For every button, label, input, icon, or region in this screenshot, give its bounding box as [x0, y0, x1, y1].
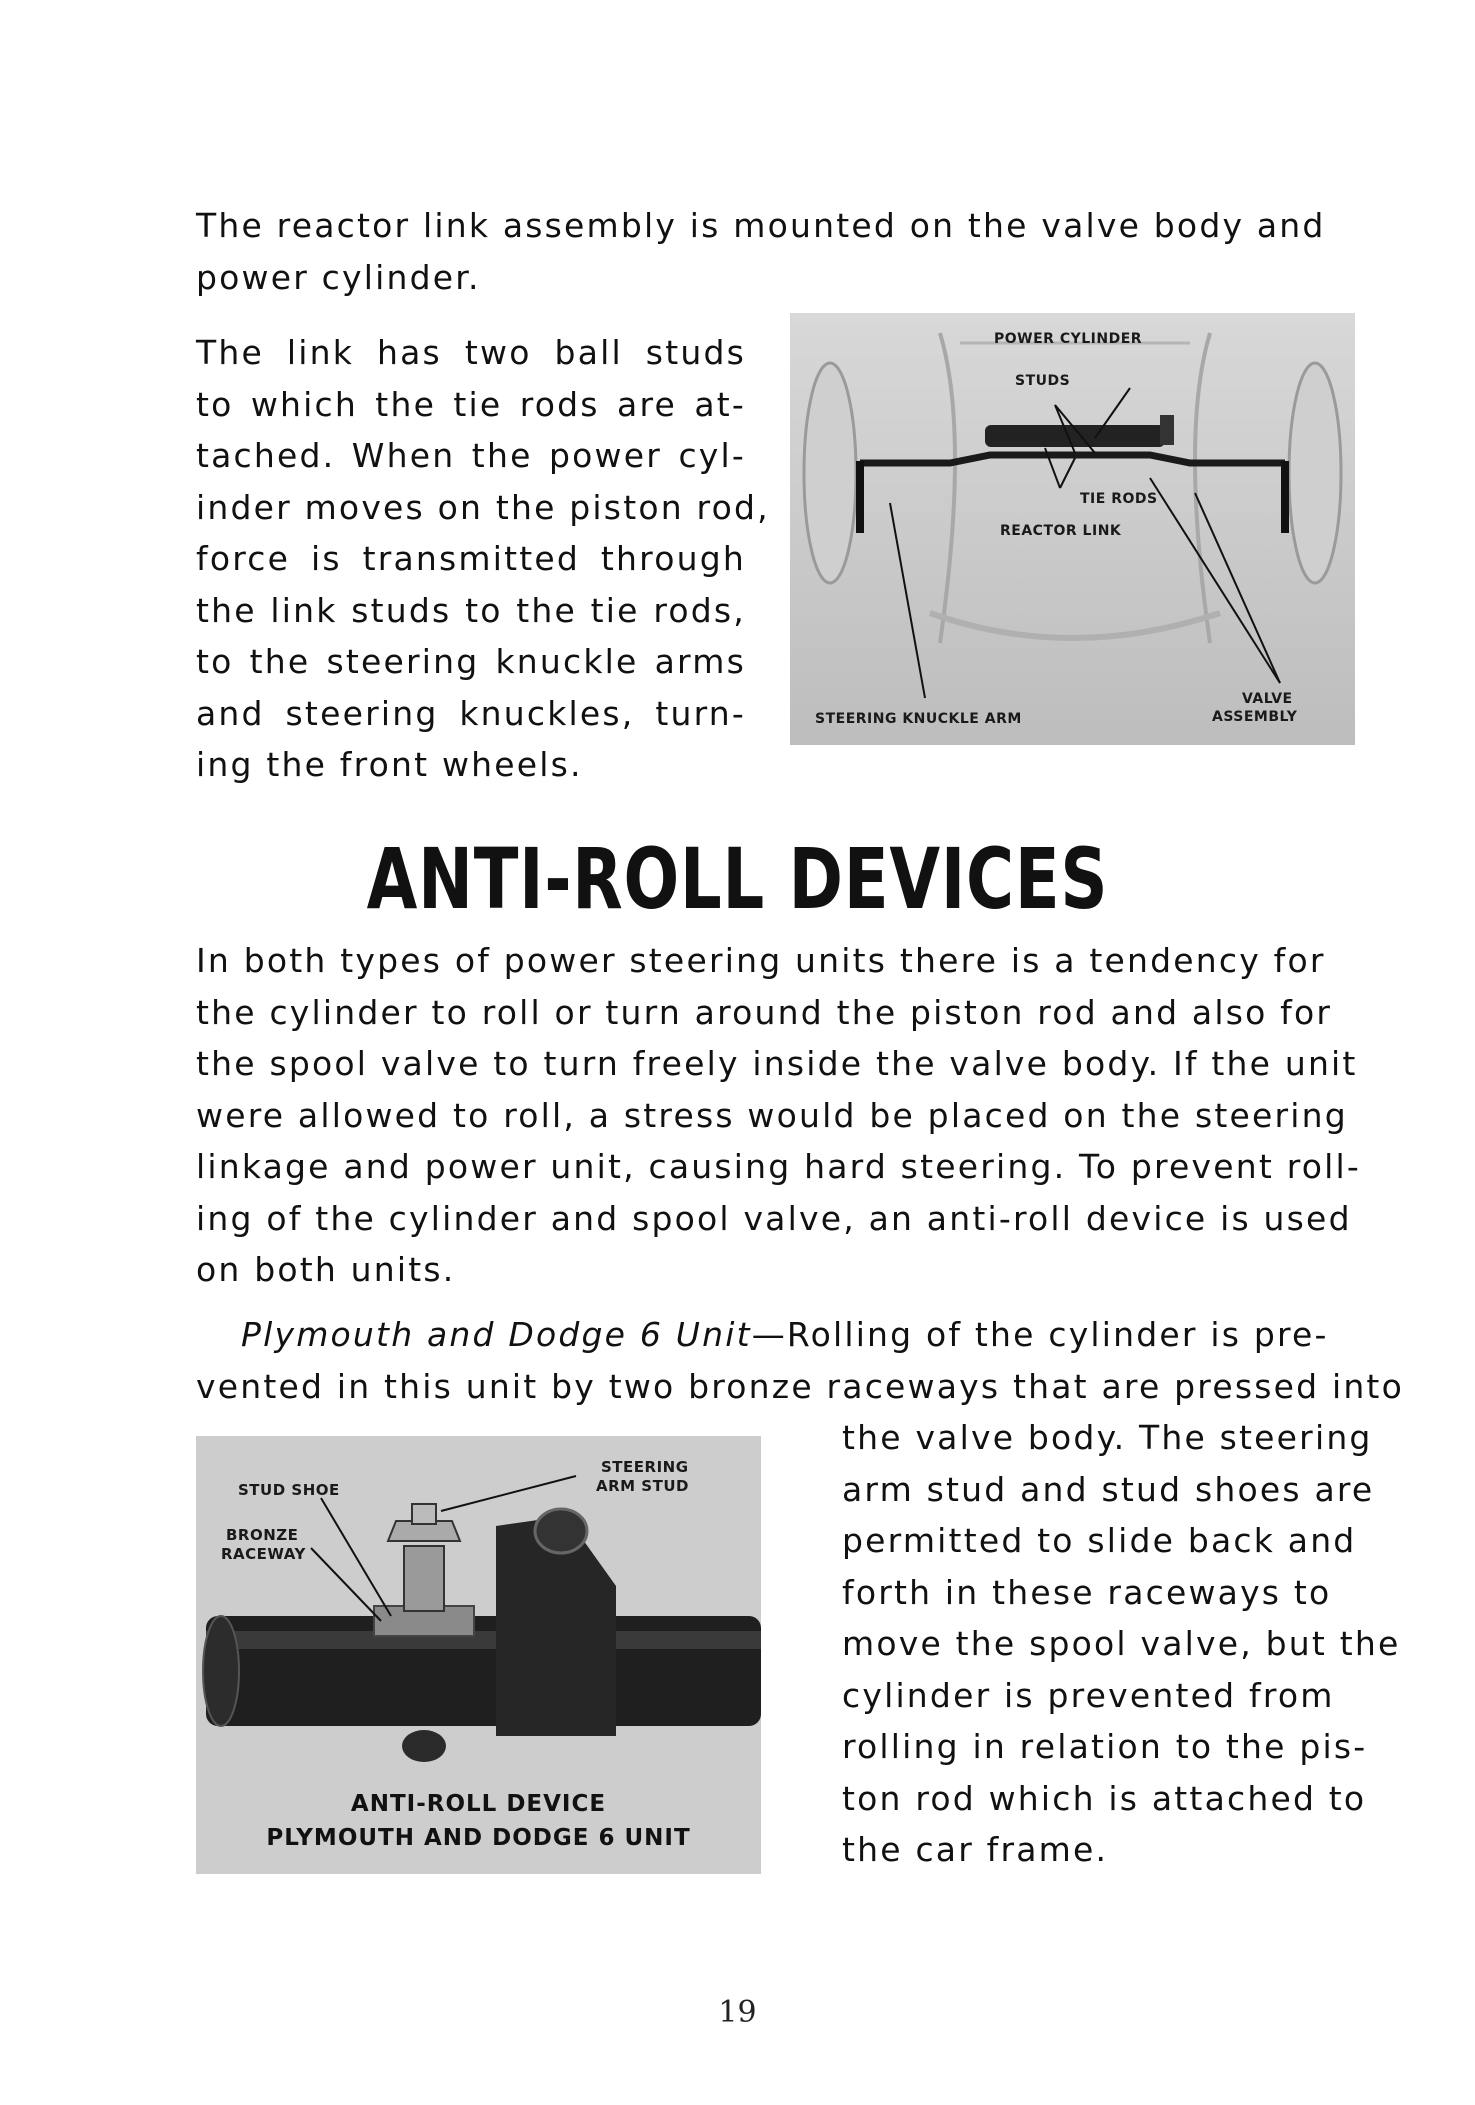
text-line: arm stud and stud shoes are	[842, 1469, 1375, 1509]
text-line: inder moves on the piston rod,	[196, 487, 770, 527]
label-raceway: RACEWAY	[221, 1545, 306, 1563]
text-line: were allowed to roll, a stress would be placed on the steering	[196, 1095, 1348, 1135]
text-line: tached. When the power cyl-	[196, 436, 746, 475]
lead-continuation: —Rolling of the cylinder is pre-	[751, 1315, 1329, 1354]
text-line: vented in this unit by two bronze raceways that are pressed into	[196, 1366, 1404, 1406]
text-line: on both units.	[196, 1250, 456, 1289]
section-heading: ANTI-ROLL DEVICES	[366, 830, 1109, 928]
text-line: rolling in relation to the pis-	[842, 1727, 1368, 1766]
label-steering: STEERING	[601, 1458, 689, 1476]
text-line: ton rod which is attached to	[842, 1778, 1367, 1818]
label-power-cylinder: POWER CYLINDER	[994, 331, 1143, 347]
plymouth-paragraph	[196, 1309, 1404, 1412]
label-arm-stud: ARM STUD	[596, 1477, 689, 1495]
label-stud-shoe: STUD SHOE	[238, 1481, 340, 1499]
text-line: forth in these raceways to	[842, 1572, 1332, 1612]
text-line: and steering knuckles, turn-	[196, 693, 746, 733]
label-studs: STUDS	[1015, 373, 1071, 389]
text-line: to the steering knuckle arms	[196, 642, 746, 681]
label-steering-knuckle-arm: STEERING KNUCKLE ARM	[815, 711, 1022, 727]
text-line: force is transmitted through	[196, 539, 746, 578]
text-line: The reactor link assembly is mounted on the valve body and	[196, 206, 1326, 245]
intro-paragraph	[196, 200, 1396, 303]
label-tie-rods: TIE RODS	[1080, 491, 1158, 507]
text-line: ing the front wheels.	[196, 745, 583, 784]
text-line: the car frame.	[842, 1830, 1109, 1869]
text-line: the link studs to the tie rods,	[196, 590, 746, 630]
link-paragraph	[196, 327, 770, 791]
text-line	[196, 1309, 1396, 1361]
text-line: to which the tie rods are at-	[196, 384, 746, 424]
anti-roll-paragraph	[196, 935, 1396, 1296]
text-line: move the spool valve, but the	[842, 1624, 1401, 1663]
plymouth-side-column	[842, 1412, 1401, 1876]
label-valve: VALVE	[1242, 691, 1293, 707]
text-line: power cylinder.	[196, 257, 481, 297]
text-line: In both types of power steering units there is a tendency for	[196, 941, 1326, 980]
text-line: permitted to slide back and	[842, 1521, 1357, 1560]
text-line: cylinder is prevented from	[842, 1675, 1335, 1715]
figure-caption-line: PLYMOUTH AND DODGE 6 UNIT	[266, 1825, 691, 1851]
label-reactor-link: REACTOR LINK	[1000, 523, 1122, 539]
text-line: the cylinder to roll or turn around the piston rod and also for	[196, 992, 1333, 1032]
text-line: ing of the cylinder and spool valve, an anti-roll device is used	[196, 1198, 1352, 1238]
page-number: 19	[718, 1995, 757, 2030]
text-line: the spool valve to turn freely inside the valve body. If the unit	[196, 1044, 1358, 1083]
text-line: the valve body. The steering	[842, 1418, 1373, 1457]
anti-roll-device-photo	[196, 1436, 761, 1874]
figure-caption-line: ANTI-ROLL DEVICE	[350, 1791, 607, 1817]
text-line: linkage and power unit, causing hard steering. To prevent roll-	[196, 1147, 1361, 1186]
label-assembly: ASSEMBLY	[1212, 709, 1298, 725]
reactor-link-photo	[790, 313, 1355, 745]
italic-lead: Plymouth and Dodge 6 Unit	[241, 1315, 752, 1354]
text-line: The link has two ball studs	[196, 333, 746, 372]
label-bronze: BRONZE	[226, 1526, 299, 1544]
